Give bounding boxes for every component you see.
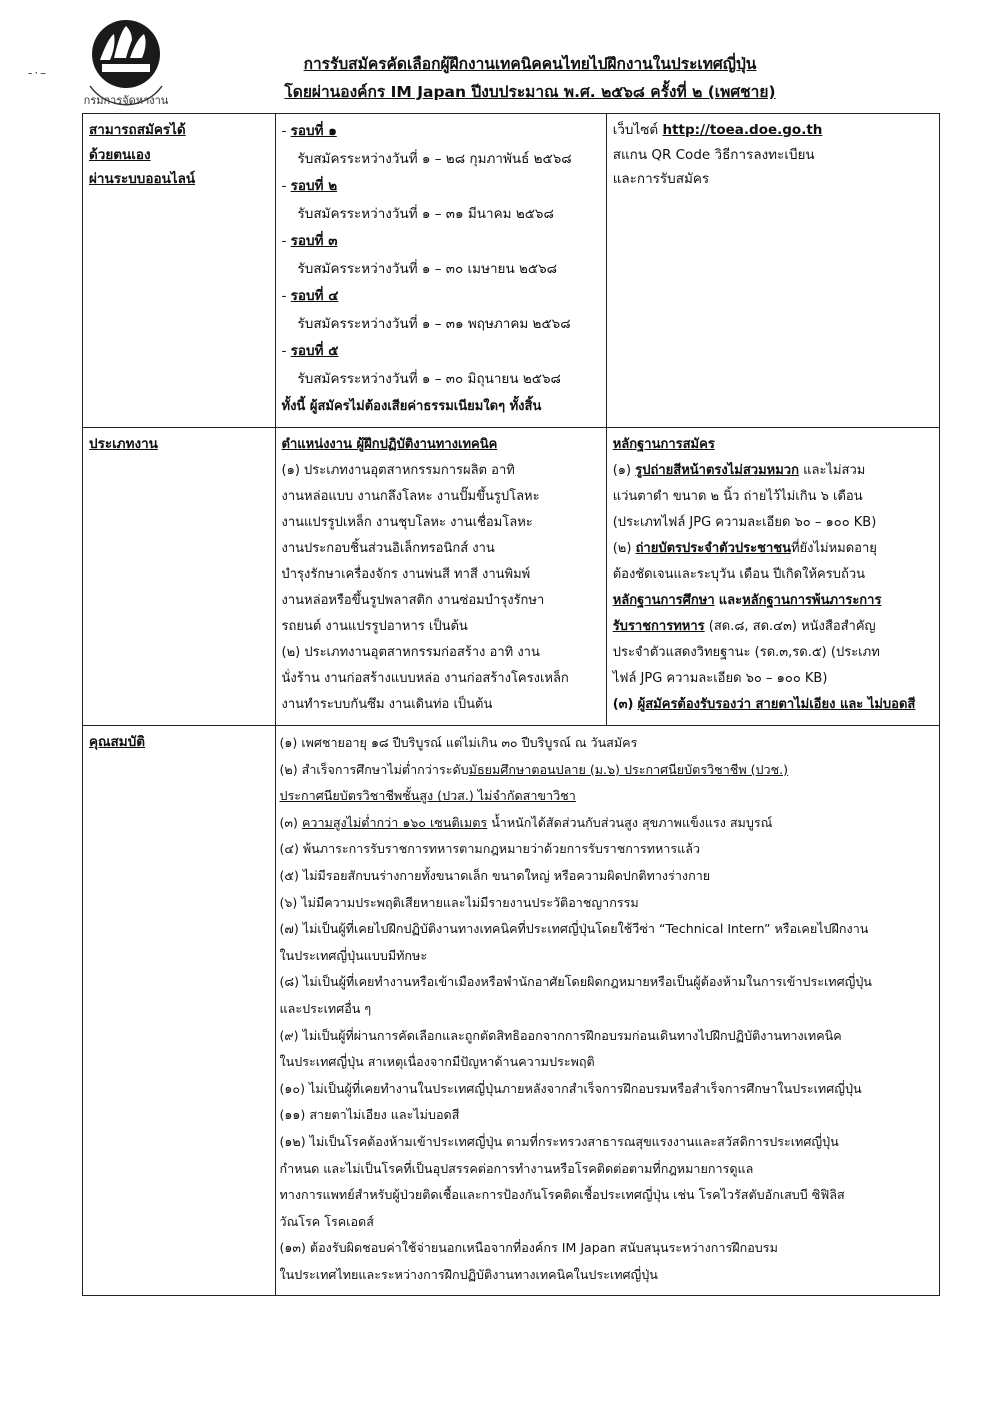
job-line: รถยนต์ งานแปรรูปอาหาร เป็นต้น [281,619,468,634]
qualification-item-cont: ทางการแพทย์สำหรับผู้ป่วยติดเชื้อและการป้องกันโรคติดเชื้อประเทศญี่ปุ่น เช่น โรคไวรัสตับอักเสบบี ซิฟิลิส [279,1187,845,1203]
apply-label-cell [83,114,276,428]
job-line: นั่งร้าน งานก่อสร้างแบบหล่อ งานก่อสร้างโครงเหล็ก [281,671,569,686]
evidence-number: (๑) [612,463,632,478]
evidence-and: และ [718,593,743,608]
evidence-item [613,536,933,562]
evidence-text: (สด.๘, สด.๔๓) หนังสือสำคัญ [708,619,876,634]
department-logo [70,6,182,118]
apply-label-line: ด้วยตนเอง [89,146,151,163]
round-item: - รอบที่ ๔ [281,288,339,304]
evidence-military-cont: รับราชการทหาร [612,619,705,634]
job-line: งานแปรรูปเหล็ก งานชุบโลหะ งานเชื่อมโลหะ [281,515,533,530]
evidence-text: แว่นตาดำ ขนาด ๒ นิ้ว ถ่ายไว้ไม่เกิน ๖ เดือน [612,489,863,504]
qualification-text: (๒) สำเร็จการศึกษาไม่ต่ำกว่าระดับ [279,761,469,777]
qr-instruction-line: สแกน QR Code วิธีการลงทะเบียน [612,146,815,163]
qualifications-cell [275,726,940,1296]
round-item: - รอบที่ ๓ [281,233,338,249]
evidence-certify: ผู้สมัครต้องรับรองว่า สายตาไม่เอียง และ ไม่บอดสี [637,697,916,712]
round-period: รับสมัครระหว่างวันที่ ๑ – ๓๑ พฤษภาคม ๒๕๖๘ [297,315,571,332]
evidence-photo: รูปถ่ายสีหน้าตรงไม่สวมหมวก [635,463,799,478]
website-prefix: เว็บไซต์ [612,122,659,138]
qualification-item: (๕) ไม่มีรอยสักบนร่างกายทั้งขนาดเล็ก ขนาดใหญ่ หรือความผิดปกติทางร่างกาย [279,867,711,883]
qualification-item: (๔) พ้นภาระการรับราชการทหารตามกฎหมายว่าด้วยการรับราชการทหารแล้ว [279,841,701,857]
round-label: รอบที่ ๓ [290,233,338,249]
evidence-education: หลักฐานการศึกษา [612,593,715,608]
evidence-text: และไม่สวม [803,463,866,478]
qualification-item-cont: ในประเทศญี่ปุ่น สาเหตุเนื่องจากมีปัญหาด้านความประพฤติ [279,1054,595,1070]
evidence-number: (๒) [612,541,632,556]
evidence-title: หลักฐานการสมัคร [612,437,715,452]
position-title: ตำแหน่งงาน ผู้ฝึกปฏิบัติงานทางเทคนิค [281,437,498,452]
jobtype-row [83,428,940,726]
qualification-item: (๗) ไม่เป็นผู้ที่เคยไปฝึกปฏิบัติงานทางเทคนิคที่ประเทศญี่ปุ่นโดยใช้วีซ่า “Technical Intern” หรือเคยไปฝึกงาน [279,921,869,937]
title-line-1: การรับสมัครคัดเลือกผู้ฝึกงานเทคนิคคนไทยไปฝึกงานในประเทศญี่ปุ่น [303,55,757,73]
apply-row [83,114,940,428]
qualification-education-cont: ประกาศนียบัตรวิชาชีพชั้นสูง (ปวส.) ไม่จำกัดสาขาวิชา [279,788,576,804]
qualifications-row [83,726,940,1296]
website-line [613,118,933,143]
qualification-item-cont: และประเทศอื่น ๆ [279,1000,372,1016]
job-line: บำรุงรักษาเครื่องจักร งานพ่นสี ทาสี งานพิมพ์ [281,567,531,582]
evidence-military: หลักฐานการพ้นภาระการ [742,593,882,608]
apply-website-cell [606,114,939,428]
round-label: รอบที่ ๒ [290,178,338,194]
evidence-text: (ประเภทไฟล์ JPG ความละเอียด ๖๐ – ๑๐๐ KB) [612,515,877,530]
margin-mark: -·– [28,66,49,80]
qualification-item: (๘) ไม่เป็นผู้ที่เคยทำงานหรือเข้าเมืองหรือพำนักอาศัยโดยผิดกฎหมายหรือเป็นผู้ต้องห้ามในการเข้าประเทศญี่ปุ่น [279,974,872,990]
round-period: รับสมัครระหว่างวันที่ ๑ – ๒๘ กุมภาพันธ์ ๒๕๖๘ [297,150,572,167]
qualifications-label: คุณสมบัติ [89,734,146,750]
apply-label-line: ผ่านระบบออนไลน์ [89,171,196,187]
evidence-text: ประจำตัวแสดงวิทยฐานะ (รด.๓,รด.๕) (ประเภท [612,645,880,660]
qualification-text: น้ำหนักได้สัดส่วนกับส่วนสูง สุขภาพแข็งแรง สมบูรณ์ [491,814,773,830]
round-period: รับสมัครระหว่างวันที่ ๑ – ๓๐ มิถุนายน ๒๕๖๘ [297,370,561,387]
website-link[interactable]: http://toea.doe.go.th [662,122,823,138]
qualification-item: (๑) เพศชายอายุ ๑๘ ปีบริบูรณ์ แต่ไม่เกิน ๓๐ ปีบริบูรณ์ ณ วันสมัคร [279,735,638,750]
evidence-item [613,614,933,640]
job-line: (๒) ประเภทงานอุตสาหกรรมก่อสร้าง อาทิ งาน [281,645,540,660]
evidence-text: ไฟล์ JPG ความละเอียด ๖๐ – ๑๐๐ KB) [612,671,828,686]
qualification-item: (๑๐) ไม่เป็นผู้ที่เคยทำงานในประเทศญี่ปุ่นภายหลังจากสำเร็จการฝึกอบรมหรือสำเร็จการศึกษาในประเทศญี่ปุ่น [279,1080,862,1096]
evidence-number: (๓) [612,697,634,712]
job-line: งานหล่อแบบ งานกลึงโลหะ งานปั๊มขึ้นรูปโลหะ [281,489,540,504]
job-line: (๑) ประเภทงานอุตสาหกรรมการผลิต อาทิ [281,463,515,478]
job-line: งานประกอบชิ้นส่วนอิเล็กทรอนิกส์ งาน [281,541,495,556]
qualification-number: (๓) [279,814,298,830]
round-period: รับสมัครระหว่างวันที่ ๑ – ๓๑ มีนาคม ๒๕๖๘ [297,205,554,222]
evidence-id-card: ถ่ายบัตรประจำตัวประชาชน [635,541,791,556]
qualification-item-cont: วัณโรค โรคเอดส์ [279,1213,374,1229]
qualification-height: ความสูงไม่ต่ำกว่า ๑๖๐ เซนติเมตร [301,814,488,830]
evidence-text: ที่ยังไม่หมดอายุ [790,541,877,556]
round-item: - รอบที่ ๕ [281,343,339,359]
qualification-item: (๑๒) ไม่เป็นโรคต้องห้ามเข้าประเทศญี่ปุ่น ตามที่กระทรวงสาธารณสุขแรงงานและสวัสดิการประเทศญี่ปุ่น [279,1133,839,1149]
round-period: รับสมัครระหว่างวันที่ ๑ – ๓๐ เมษายน ๒๕๖๘ [297,260,558,277]
apply-label-line: สามารถสมัครได้ [89,122,186,138]
round-label: รอบที่ ๔ [290,288,339,304]
job-line: งานหล่อหรือขึ้นรูปพลาสติก งานซ่อมบำรุงรักษา [281,593,545,608]
evidence-item [613,588,933,614]
recruitment-table [82,113,940,1296]
qr-instruction-line: และการรับสมัคร [612,171,710,187]
document-title [200,50,860,106]
jobtype-label: ประเภทงาน [89,436,158,452]
qualification-item: (๖) ไม่มีความประพฤติเสียหายและไม่มีรายงานประวัติอาชญากรรม [279,894,639,910]
qualification-item-cont: กำหนด และไม่เป็นโรคที่เป็นอุปสรรคต่อการทำงานหรือโรคติดต่อตามที่กฎหมายการดูแล [279,1160,754,1176]
qualification-item: (๑๓) ต้องรับผิดชอบค่าใช้จ่ายนอกเหนือจากที่องค์กร IM Japan สนับสนุนระหว่างการฝึกอบรม [279,1240,778,1256]
fee-note: ทั้งนี้ ผู้สมัครไม่ต้องเสียค่าธรรมเนียมใดๆ ทั้งสิ้น [281,399,542,414]
qualification-item-cont: ในประเทศญี่ปุ่นแบบมีทักษะ [279,947,428,963]
evidence-item [613,692,933,718]
qualification-item: (๑๑) สายตาไม่เอียง และไม่บอดสี [279,1107,460,1123]
logo-text: กรมการจัดหางาน [83,94,169,107]
qualification-item: (๙) ไม่เป็นผู้ที่ผ่านการคัดเลือกและถูกตัดสิทธิออกจากการฝึกอบรมก่อนเดินทางไปฝึกปฏิบัติงานทางเทคนิค [279,1027,842,1043]
evidence-item [613,458,933,484]
job-line: งานทำระบบกันซึม งานเดินท่อ เป็นต้น [281,697,493,712]
apply-rounds-cell [275,114,606,428]
qualification-item [280,757,934,784]
jobtype-positions-cell [275,428,606,726]
qualification-education: มัธยมศึกษาตอนปลาย (ม.๖) ประกาศนียบัตรวิชาชีพ (ปวช.) [468,761,789,777]
qualification-item-cont: ในประเทศไทยและระหว่างการฝึกปฏิบัติงานทางเทคนิคในประเทศญี่ปุ่น [279,1266,658,1282]
jobtype-label-cell [83,428,276,726]
round-item: - รอบที่ ๑ [281,123,337,139]
evidence-text: ต้องชัดเจนและระบุวัน เดือน ปีเกิดให้ครบถ้วน [612,567,866,582]
evidence-cell [606,428,939,726]
round-label: รอบที่ ๕ [290,343,339,359]
qualification-item [280,810,934,837]
title-line-2: โดยผ่านองค์กร IM Japan ปีงบประมาณ พ.ศ. ๒๕๖๘ ครั้งที่ ๒ (เพศชาย) [284,83,776,101]
qualifications-label-cell [83,726,276,1296]
round-label: รอบที่ ๑ [290,123,337,139]
round-item: - รอบที่ ๒ [281,178,338,194]
